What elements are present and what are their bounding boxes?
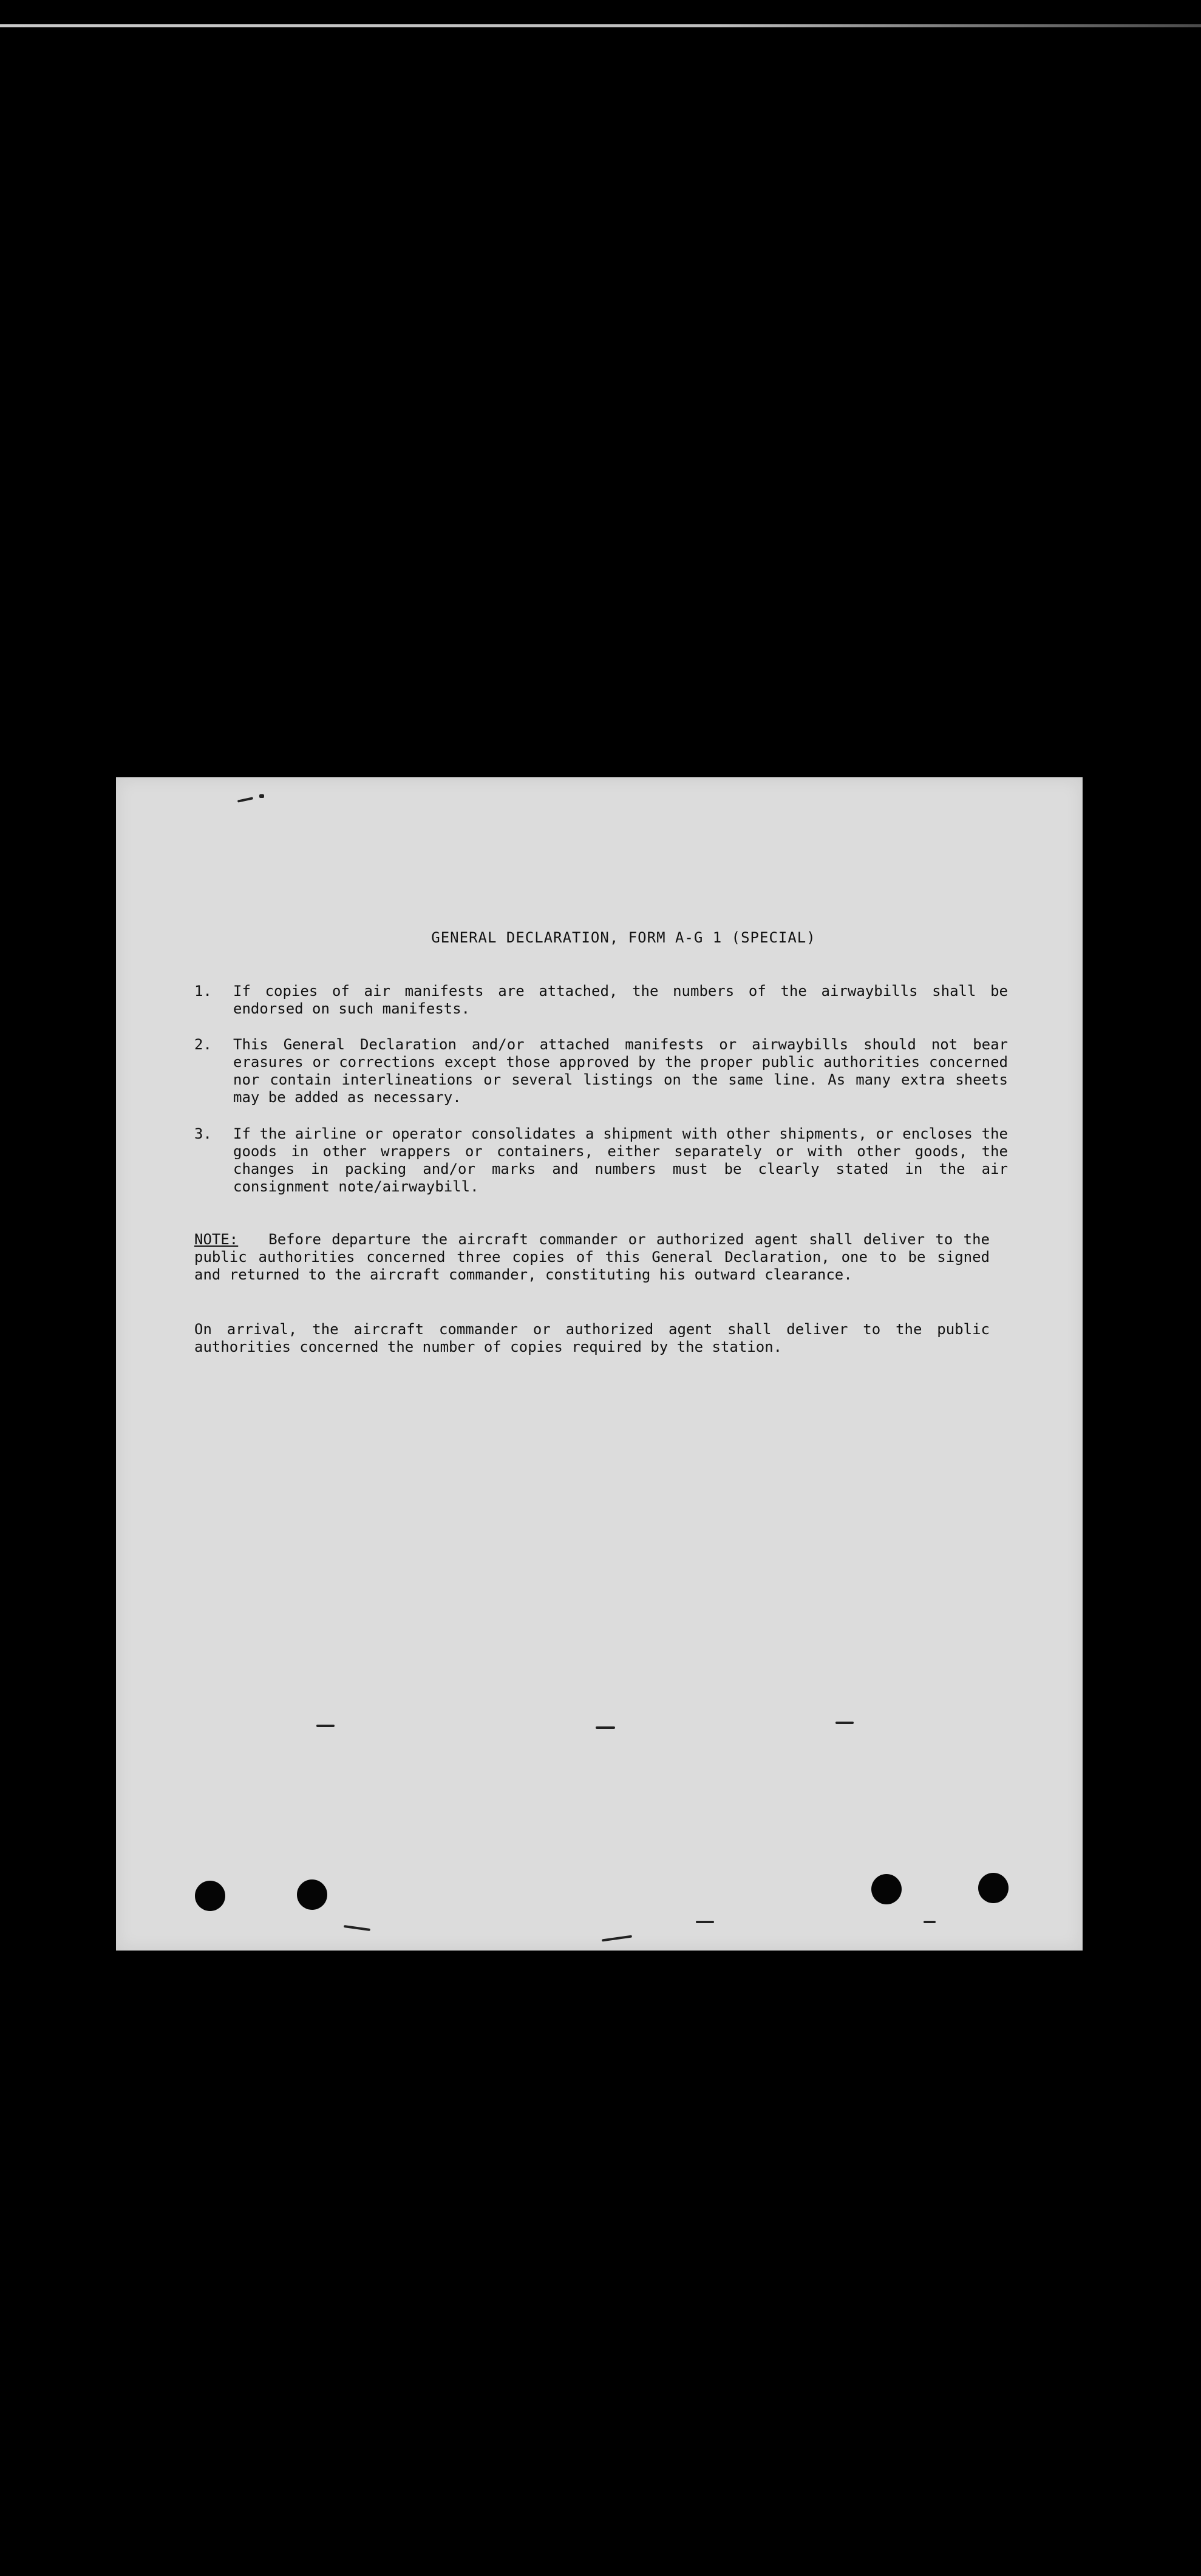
- instruction-item-1: [194, 983, 1008, 1018]
- scan-speck: [259, 794, 264, 798]
- punch-hole: [871, 1874, 902, 1904]
- item-text: If copies of air manifests are attached, the numbers of the airwaybills shall be endorsed on such manifests.: [233, 983, 1008, 1017]
- item-number: 3.: [194, 1125, 212, 1142]
- scanner-top-edge: [0, 24, 1201, 27]
- scan-speck: [696, 1921, 714, 1923]
- note-paragraph: [194, 1231, 990, 1284]
- punch-hole: [978, 1873, 1009, 1903]
- scanned-page: [116, 777, 1083, 1951]
- arrival-paragraph: On arrival, the aircraft commander or authorized agent shall deliver to the public authorities concerned the number of copies required by the station.: [194, 1321, 990, 1355]
- scan-speck: [237, 797, 253, 802]
- instruction-item-3: [194, 1125, 1008, 1196]
- instruction-item-2: [194, 1036, 1008, 1106]
- note-text: Before departure the aircraft commander or authorized agent shall deliver to the public authorities concerned three copies of this General Declaration, one to be signed and returned to the aircraft commander, constituting his outward clearance.: [194, 1231, 990, 1283]
- punch-hole: [195, 1881, 225, 1911]
- item-text: If the airline or operator consolidates a shipment with other shipments, or encloses the goods in other wrappers or containers, either separately or with other goods, the changes in packing and/or marks and numbers must be clearly stated in the air consignment note/airwaybill.: [233, 1125, 1008, 1195]
- scan-speck: [924, 1921, 936, 1923]
- note-label: NOTE:: [194, 1231, 239, 1248]
- scan-speck: [344, 1925, 370, 1931]
- item-number: 2.: [194, 1036, 212, 1053]
- scan-speck: [835, 1722, 854, 1724]
- scan-speck: [316, 1725, 335, 1727]
- item-text: This General Declaration and/or attached manifests or airwaybills should not bear erasures or corrections except those approved by the proper public authorities concerned nor contain interlineations or several listings on the same line. As many extra sheets may be added as necessary.: [233, 1036, 1008, 1106]
- scan-speck: [596, 1726, 615, 1729]
- document-title: GENERAL DECLARATION, FORM A-G 1 (SPECIAL): [431, 929, 816, 946]
- item-number: 1.: [194, 983, 212, 1000]
- punch-hole: [297, 1879, 327, 1910]
- scan-speck: [602, 1935, 632, 1942]
